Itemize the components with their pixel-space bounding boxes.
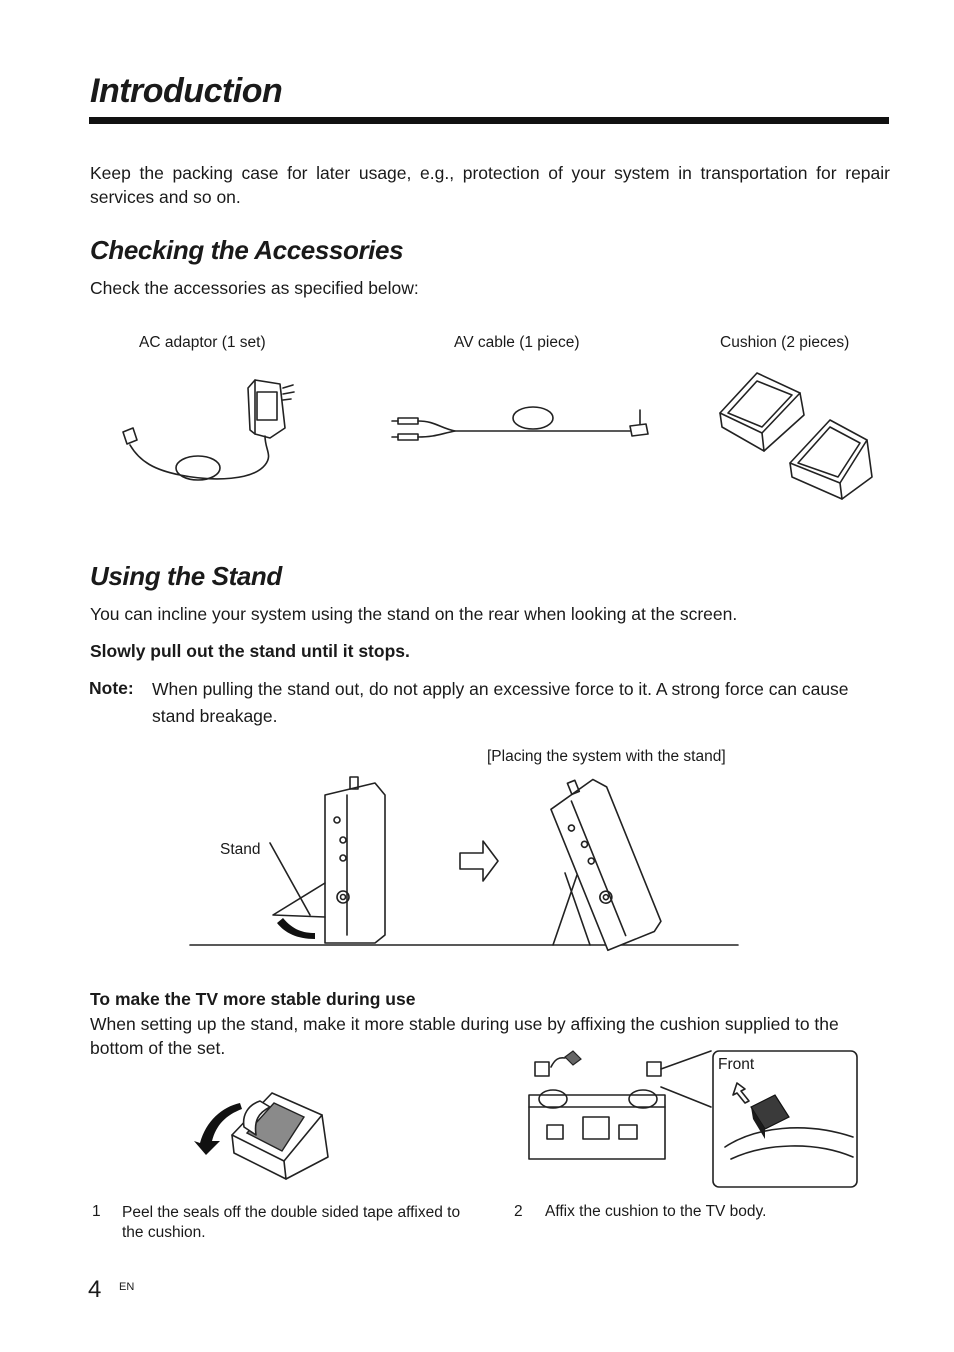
step-2-number: 2 [514, 1203, 523, 1220]
stand-leg [273, 883, 325, 917]
stand-lead: You can incline your system using the stand on the rear when looking at the screen. [90, 604, 738, 624]
accessories-lead: Check the accessories as specified below: [90, 278, 419, 298]
affix-cushion-illustration [525, 1047, 865, 1192]
stand-instruction: Slowly pull out the stand until it stops. [90, 641, 410, 661]
stand-label: Stand [220, 841, 261, 858]
title-rule [89, 117, 889, 124]
stability-text: When setting up the stand, make it more stable during use by affixing the cushion supplied to the bottom of the set. [90, 1014, 839, 1058]
step-2-text: Affix the cushion to the TV body. [545, 1203, 767, 1220]
stand-figure [185, 775, 745, 955]
ac-adaptor-label: AC adaptor (1 set) [139, 334, 266, 351]
stand-figure-caption: [Placing the system with the stand] [487, 748, 726, 765]
note-text: When pulling the stand out, do not apply an excessive force to it. A strong force can cause stand breakage. [152, 679, 849, 726]
stand-heading: Using the Stand [90, 561, 282, 591]
av-cable-illustration [390, 400, 660, 460]
language-code: EN [119, 1281, 135, 1293]
stability-heading: To make the TV more stable during use [90, 989, 416, 1009]
right-arrow-icon [460, 841, 498, 881]
accessories-heading: Checking the Accessories [90, 235, 404, 265]
cushion-label: Cushion (2 pieces) [720, 334, 850, 351]
cushion-illustration [712, 365, 882, 505]
ac-adaptor-illustration [115, 370, 315, 490]
peel-cushion-illustration [192, 1085, 337, 1195]
av-cable-label: AV cable (1 piece) [454, 334, 580, 351]
peel-arrow-icon [194, 1103, 242, 1155]
intro-paragraph: Keep the packing case for later usage, e.g., protection of your system in transportation for repair services and so on. [90, 163, 890, 207]
pull-arrow-icon [277, 918, 315, 939]
front-label: Front [718, 1056, 755, 1073]
step-1-number: 1 [92, 1203, 101, 1220]
page-number: 4 [88, 1276, 102, 1303]
step-1-text: Peel the seals off the double sided tape affixed to the cushion. [122, 1204, 461, 1241]
note-label: Note: [89, 678, 134, 698]
page-title: Introduction [90, 72, 283, 110]
